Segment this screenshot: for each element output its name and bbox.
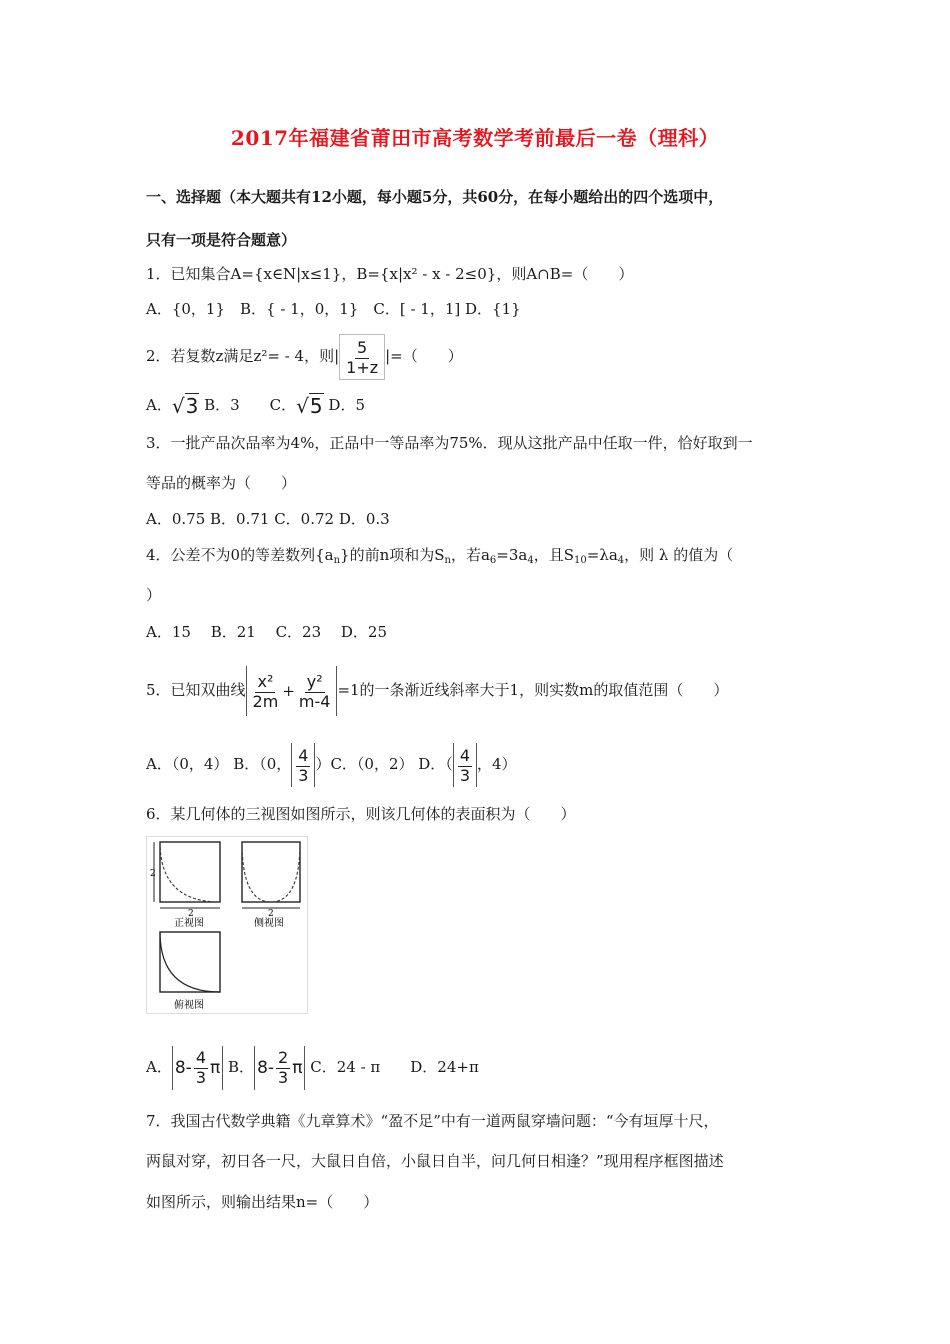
q3-line2: 等品的概率为（ ） bbox=[146, 474, 297, 492]
three-view-svg bbox=[146, 836, 308, 1014]
side-view bbox=[242, 842, 300, 929]
q3-options: A．0.75 B．0.71 C．0.72 D．0.3 bbox=[146, 510, 390, 528]
page-title: 2017年福建省莆田市高考数学考前最后一卷（理科） bbox=[230, 126, 720, 150]
sqrt-5: √5 bbox=[296, 394, 323, 418]
q4-line2: ） bbox=[146, 586, 162, 604]
q5-stem: 5．已知双曲线 $\frac{\text{x²}}{2m}$ + $\frac{\text{y²}}{m-4}$ =1的一条渐近线斜率大于1，则实数m的取值范围（ ） bbox=[146, 665, 728, 716]
q7-line1: 7．我国古代数学典籍《九章算术》“盈不足”中有一道两鼠穿墙问题：“今有垣厚十尺， bbox=[146, 1112, 719, 1130]
q1-stem: 1．已知集合A={x∈N|x≤1}，B={x|x² - x - 2≤0}，则A∩B=（ ） bbox=[146, 265, 634, 283]
q5-equation: $\frac{\text{x²}}{2m}$ + $\frac{\text{y²}}{m-4}$ bbox=[246, 666, 338, 716]
front-width-label: 2 bbox=[188, 909, 194, 919]
top-view bbox=[160, 932, 220, 1011]
q2-stem: 2．若复数z满足z²= - 4，则| $\frac{5}{1+z}$ |=（ ） bbox=[146, 334, 463, 380]
section-heading-cont: 只有一项是符合题意） bbox=[146, 231, 297, 249]
q1-options: A．{0，1} B．{ - 1，0，1} C．[ - 1，1] D．{1} bbox=[146, 300, 521, 318]
q6-stem: 6．某几何体的三视图如图所示，则该几何体的表面积为（ ） bbox=[146, 805, 576, 823]
q3-line1: 3．一批产品次品率为4%，正品中一等品率为75%．现从这批产品中任取一件，恰好取到一 bbox=[146, 434, 753, 452]
q5-options: A．（0，4） B．（0， $\frac{4}{3}$ ）C．（0，2） D．（ $\frac{4}{3}$ ，4） bbox=[146, 742, 517, 787]
three-view-figure bbox=[146, 836, 308, 1014]
side-width-label: 2 bbox=[268, 909, 274, 919]
top-view-label: 俯视图 bbox=[174, 1000, 204, 1011]
q4-line1: 4．公差不为0的等差数列$\{a_n\}$的前n项和为$S_n$，若$a_6=3a_4$，且$S_{10}=\lambda a_4$，则 λ 的值为（ bbox=[146, 546, 734, 566]
side-view-label: 侧视图 bbox=[254, 918, 284, 929]
q7-line2: 两鼠对穿，初日各一尺，大鼠日自倍，小鼠日自半，问几何日相逢？”现用程序框图描述 bbox=[146, 1152, 724, 1170]
q2-options: A．√3 B．3 C．√5 D．5 bbox=[146, 394, 365, 418]
front-view bbox=[150, 842, 220, 929]
q7-line3: 如图所示，则输出结果n=（ ） bbox=[146, 1193, 379, 1211]
q4-options: A．15 B．21 C．23 D．25 bbox=[146, 623, 388, 641]
section-heading: 一、选择题（本大题共有12小题，每小题5分，共60分，在每小题给出的四个选项中， bbox=[146, 188, 724, 206]
front-view-label: 正视图 bbox=[174, 918, 204, 929]
q6-options: A． 8- $\frac{4}{3}$ π B． 8- $\frac{2}{3}$ π C．24 - π D．24+π bbox=[146, 1045, 479, 1090]
q2-fraction: $\frac{5}{1+z}$ bbox=[339, 334, 385, 380]
front-height-label: 2 bbox=[150, 869, 156, 879]
sqrt-3: √3 bbox=[171, 394, 199, 418]
